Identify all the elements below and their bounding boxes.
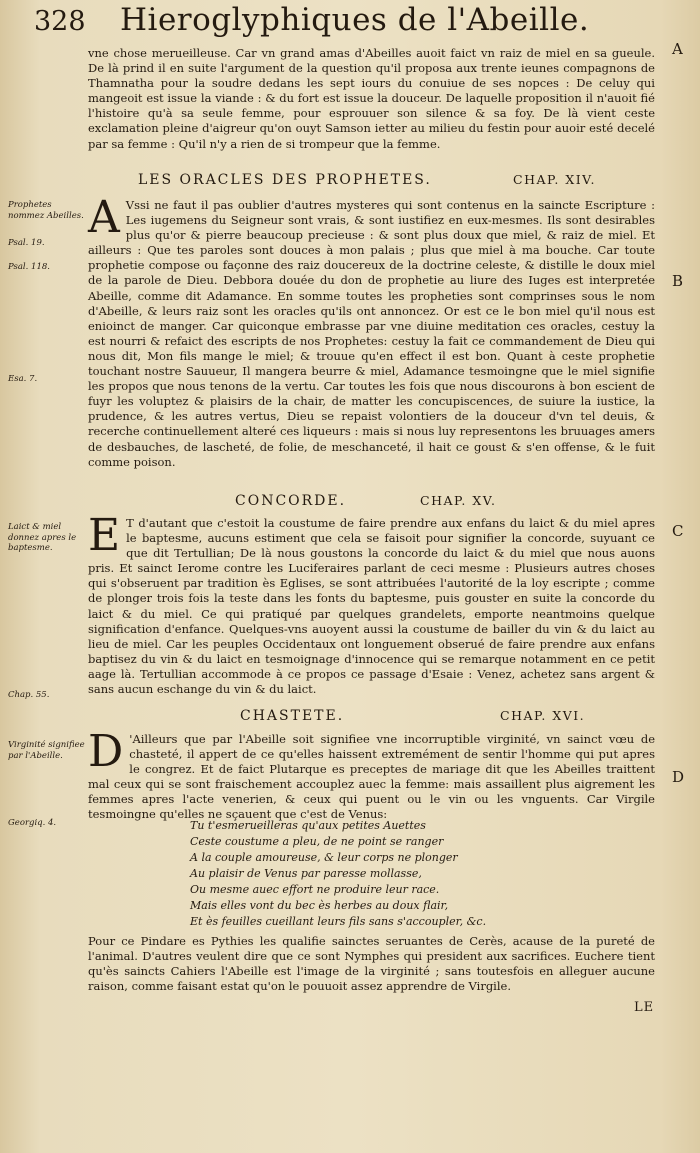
top-paragraph-text: vne chose merueilleuse. Car vn grand amas d'Abeilles auoit faict vn raiz de miel en sa gueule. De là prind il en suite l'argument de la question qu'il proposa aux trente ieunes compagnons de Thamnatha pour la soudre dedans les sept iours du conuiue de ses nopces : De celuy qui mangeoit est issue la viande : & du fort est issue la douceur. De laquelle proposition il n'auoit fié l'histoire qu'à sa seule femme, pour esprouuer son silence & sa foy. De là vient ceste exclamation pleine d'aigreur qu'on ouyt Samson ietter au milieu du festin pour auoir esté decelé par sa femme : Qu'il n'y a rien de si trompeur que la femme. [88, 46, 655, 151]
margin-note-esa7: Esa. 7. [8, 374, 38, 384]
chapter-xiv-text [88, 192, 655, 470]
chapter-body: Vssi ne faut il pas oublier d'autres mysteres qui sont contenus en la saincte Escripture : Les iugemens du Seigneur sont vrais, & sont iustifiez en eux-mesmes. Ils sont desirables plus qu'or & pierre beaucoup precieuse : & sont plus doux que miel, & raiz de miel. Et ailleurs : Que tes paroles sont douces à mon palais ; plus que miel à ma bouche. Car toute prophetie compose ou façonne des raiz doucereux de la doctrine celeste, & distille le doux miel de la parole de Dieu. Debbora douée du don de prophetie au liure des Iuges est interpretée Abeille, comme dit Adamance. En somme toutes les propheties sont comprinses sous le nom d'Abeille, & leurs raiz sont les oracles qu'ils ont annoncez. Or est ce le bon miel qu'il nous est enioinct de manger. Car quiconque embrasse par vne diuine meditation ces oracles, cestuy la est nourri & refaict des escripts de nos Prophetes: cestuy la fait ce commandement de Dieu qui nous dit, Mon fils mange le miel; & trouue qu'en effect il est bon. Quant à ceste prophetie touchant nostre Sauueur, Il mangera beurre & miel, Adamance tesmoingne que le miel signifie les propos que nous tenons de la vertu. Car toutes les fois que nous discourons à bon escient de fuyr les voluptez & plaisirs de la chair, de matter les concupiscences, de suiure la iustice, la prudence, & les autres vertus, Dieu se repaist volontiers de la douceur d'vn tel deuis, & recerche continuellement alteré ces liqueurs : mais si nous luy representons les bruuages amers de desbauches, de lascheté, de folie, de meschanceté, il hait ce goust & s'en offense, & le fuit comme poison. [88, 198, 655, 469]
chapter-xvi-text [88, 726, 655, 823]
chapter-xv-text [88, 510, 655, 697]
verse-line: Tu t'esmerueilleras qu'aux petites Auettes [190, 819, 426, 832]
chapter-number: CHAP. XVI. [500, 708, 586, 723]
chapter-heading-xvi [240, 708, 700, 728]
margin-note-psal118: Psal. 118. [8, 262, 50, 272]
page-header [34, 4, 674, 44]
margin-letter-b: B [672, 272, 684, 290]
margin-note-georgiq: Georgiq. 4. [8, 818, 57, 828]
margin-letter-c: C [672, 522, 684, 540]
chapter-heading-xv [235, 493, 700, 513]
margin-note-prophetes: Prophetes nommez Abeilles. [8, 200, 84, 221]
verse-line: Mais elles vont du bec ès herbes au doux flair, [190, 899, 449, 912]
chapter-title: CHASTETE. [240, 708, 345, 724]
verse-line: Et ès feuilles cueillant leurs fils sans s'accoupler, &c. [190, 915, 487, 928]
dropcap: D [88, 726, 124, 777]
running-title: Hieroglyphiques de l'Abeille. [120, 2, 590, 38]
chapter-body: T d'autant que c'estoit la coustume de faire prendre aux enfans du laict & du miel apres le baptesme, aucuns estiment que cela se faisoit pour signifier la concorde, suyuant ce que dit Tertullian; De là nous goustons la concorde du laict & du miel que nous auons pris. Et sainct Ierome contre les Luciferaires parlant de ceci mesme : Plusieurs autres choses qui s'obseruent par tradition ès Eglises, se sont attribuées l'autorité de la loy escripte ; comme de plonger trois fois la teste dans les fonts du baptesme, puis gouster en suite la concorde du laict & du miel. Ce qui pratiqué par quelques grandelets, emporte neantmoins quelque signification d'enfance. Quelques-vns auoyent aussi la coustume de bailler du vin & du laict au lieu de miel. Car les peuples Occidentaux ont longuement obserué de faire prendre aux enfans baptisez du vin & du laict en tesmoignage d'innocence qui se remarque notamment en ce petit aage là. Tertullian accommode à ce propos ce passage d'Esaie : Venez, achetez sans argent & sans aucun eschange du vin & du laict. [88, 516, 655, 697]
chapter-body: 'Ailleurs que par l'Abeille soit signifiee vne incorruptible virginité, vn sainct vœu de chasteté, il appert de ce qu'elles haissent extremément de sentir l'homme qui put apres le congrez. Et de faict Plutarque es preceptes de mariage dit que les Abeilles traittent mal ceux qui se sont fraischement accouplez auec la femme: mais assaillent plus aigrement les femmes apres l'acte venerien, & ceux qui puent ou le vin ou les vnguents. Car Virgile tesmoingne qu'elles ne sçauent que c'est de Venus: [88, 732, 655, 822]
verse-line: Au plaisir de Venus par paresse mollasse, [190, 867, 422, 880]
chapter-heading-xiv [138, 172, 658, 192]
verse-line: Ou mesme auec effort ne produire leur race. [190, 883, 440, 896]
margin-note-chap55: Chap. 55. [8, 690, 50, 700]
page-number: 328 [34, 6, 86, 37]
chapter-title: LES ORACLES DES PROPHETES. [138, 172, 432, 188]
closing-paragraph [88, 934, 655, 994]
margin-letter-a: A [672, 40, 683, 58]
chapter-number: CHAP. XV. [420, 493, 497, 508]
dropcap: A [88, 192, 120, 243]
closing-paragraph-text: Pour ce Pindare es Pythies les qualifie sainctes seruantes de Cerès, acause de la pureté de l'animal. D'autres veulent dire que ce sont Nymphes qui president aux sacrifices. Euchere tient qu'ès saincts Cahiers l'Abeille est l'image de la virginité ; sans toutesfois en alleguer aucune raison, comme faisant estat qu'on le pouuoit assez apprendre de Virgile. [88, 934, 655, 994]
margin-note-laict: Laict & miel donnez apres le baptesme. [8, 522, 77, 553]
catchword: LE [634, 1000, 655, 1015]
verse-quotation [190, 818, 610, 930]
top-paragraph [88, 46, 655, 152]
dropcap: E [88, 510, 121, 561]
margin-note-psal19: Psal. 19. [8, 238, 45, 248]
margin-letter-d: D [672, 768, 685, 786]
chapter-number: CHAP. XIV. [513, 172, 596, 187]
verse-line: Ceste coustume a pleu, de ne point se ranger [190, 835, 444, 848]
margin-note-virginite: Virginité signifiee par l'Abeille. [8, 740, 85, 761]
chapter-title: CONCORDE. [235, 493, 347, 509]
verse-line: A la couple amoureuse, & leur corps ne plonger [190, 851, 458, 864]
